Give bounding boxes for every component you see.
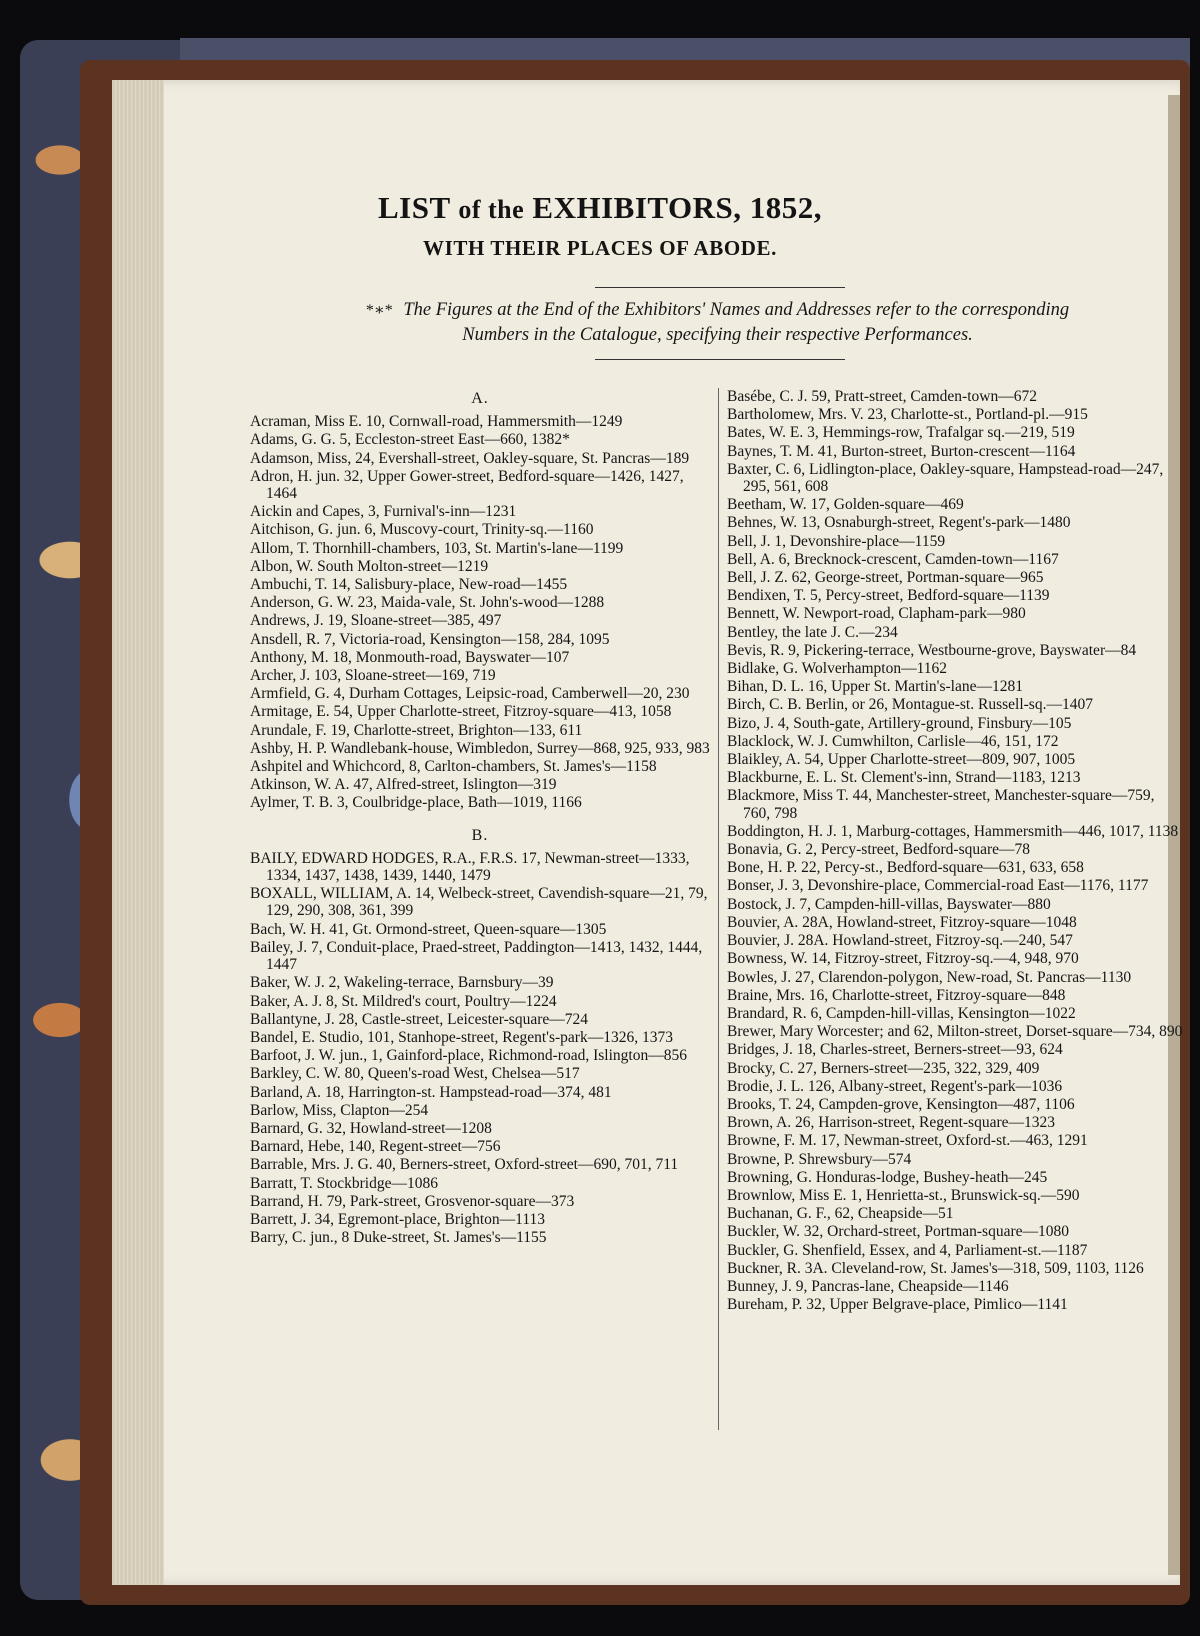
exhibitor-entry: Browning, G. Honduras-lodge, Bushey-heath—245 [727,1168,1048,1186]
note-line-1: The Figures at the End of the Exhibitors' Names and Addresses refer to the corresponding [403,300,1070,320]
section-heading-a: A. [471,390,489,407]
exhibitor-entry: Aickin and Capes, 3, Furnival's-inn—1231 [250,503,517,521]
column-divider [718,388,719,1430]
explanatory-note [250,298,1185,347]
top-rule [595,287,845,288]
exhibitor-entry: Browne, F. M. 17, Newman-street, Oxford-st.—463, 1291 [727,1132,1088,1150]
exhibitor-entry: Blacklock, W. J. Cumwhilton, Carlisle—46, 151, 172 [727,732,1059,750]
exhibitor-entry: Brodie, J. L. 126, Albany-street, Regent's-park—1036 [727,1077,1063,1095]
exhibitor-entry: Bowles, J. 27, Clarendon-polygon, New-road, St. Pancras—1130 [727,968,1132,986]
exhibitor-entry: Aitchison, G. jun. 6, Muscovy-court, Trinity-sq.—1160 [250,521,594,539]
exhibitor-entry: Armitage, E. 54, Upper Charlotte-street, Fitzroy-square—413, 1058 [250,703,672,721]
exhibitor-entry: Barratt, T. Stockbridge—1086 [250,1174,438,1192]
exhibitor-entry: BAILY, EDWARD HODGES, R.A., F.R.S. 17, Newman-street—1333, 1334, 1437, 1438, 1439, 1440, 1479 [250,849,690,885]
exhibitor-entry: Boddington, H. J. 1, Marburg-cottages, Hammersmith—446, 1017, 1138 [727,822,1179,840]
exhibitor-entry: Bennett, W. Newport-road, Clapham-park—980 [727,605,1026,623]
exhibitor-entry: Blackburne, E. L. St. Clement's-inn, Strand—1183, 1213 [727,769,1081,787]
exhibitor-entry: Anthony, M. 18, Monmouth-road, Bayswater—107 [250,648,570,666]
exhibitor-entry: Ansdell, R. 7, Victoria-road, Kensington—158, 284, 1095 [250,630,610,648]
exhibitor-entry: Andrews, J. 19, Sloane-street—385, 497 [250,612,502,630]
exhibitor-entry: Barrett, J. 34, Egremont-place, Brighton—1113 [250,1210,546,1228]
section-heading-b: B. [471,826,489,844]
exhibitor-entry: Baker, A. J. 8, St. Mildred's court, Poultry—1224 [250,992,557,1010]
exhibitor-entry: Barland, A. 18, Harrington-st. Hampstead-road—374, 481 [250,1083,612,1101]
exhibitor-entry: Bostock, J. 7, Campden-hill-villas, Bayswater—880 [727,895,1051,913]
page-title [200,190,1000,226]
exhibitor-entry: Barry, C. jun., 8 Duke-street, St. James's—1155 [250,1229,547,1247]
title-list: LIST [377,190,451,225]
exhibitor-entry: Adamson, Miss, 24, Evershall-street, Oakley-square, St. Pancras—189 [250,449,690,467]
exhibitor-entry: Baxter, C. 6, Lidlington-place, Oakley-square, Hampstead-road—247, 295, 561, 608 [727,460,1164,496]
exhibitor-entry: Armfield, G. 4, Durham Cottages, Leipsic-road, Camberwell—20, 230 [250,685,690,703]
right-column [727,388,1183,1314]
page-stack-edge [112,80,164,1585]
exhibitor-entry: Ashpitel and Whichcord, 8, Carlton-chambers, St. James's—1158 [250,758,657,776]
exhibitor-entry: Barnard, G. 32, Howland-street—1208 [250,1119,492,1137]
exhibitor-entry: Bidlake, G. Wolverhampton—1162 [727,660,948,678]
exhibitor-entry: Archer, J. 103, Sloane-street—169, 719 [250,667,496,685]
exhibitor-entry: Barfoot, J. W. jun., 1, Gainford-place, Richmond-road, Islington—856 [250,1047,687,1065]
title-of-the: of the [458,195,525,224]
exhibitor-entry: Buchanan, G. F., 62, Cheapside—51 [727,1205,954,1223]
exhibitor-entry: Basébe, C. J. 59, Pratt-street, Camden-town—672 [727,388,1037,405]
exhibitor-entry: Brownlow, Miss E. 1, Henrietta-st., Brunswick-sq.—590 [727,1186,1080,1204]
exhibitor-entry: Bowness, W. 14, Fitzroy-street, Fitzroy-sq.—4, 948, 970 [727,950,1079,968]
exhibitor-entry: Bevis, R. 9, Pickering-terrace, Westbourne-grove, Bayswater—84 [727,641,1137,659]
exhibitor-entry: Bone, H. P. 22, Percy-st., Bedford-square—631, 633, 658 [727,859,1084,877]
exhibitor-entry: Bonavia, G. 2, Percy-street, Bedford-square—78 [727,841,1031,859]
exhibitor-entry: Bouvier, A. 28A, Howland-street, Fitzroy-square—1048 [727,913,1077,931]
exhibitor-entry: Barrable, Mrs. J. G. 40, Berners-street, Oxford-street—690, 701, 711 [250,1156,679,1174]
exhibitor-entry: Brooks, T. 24, Campden-grove, Kensington—487, 1106 [727,1095,1075,1113]
exhibitor-entry: Bureham, P. 32, Upper Belgrave-place, Pimlico—1141 [727,1296,1068,1314]
left-column [250,388,710,1247]
exhibitor-entry: Bridges, J. 18, Charles-street, Berners-street—93, 624 [727,1041,1063,1059]
title-exhibitors: EXHIBITORS, 1852, [532,190,823,225]
exhibitor-entry: Bizo, J. 4, South-gate, Artillery-ground, Finsbury—105 [727,714,1072,732]
exhibitor-entry: Barrand, H. 79, Park-street, Grosvenor-square—373 [250,1192,575,1210]
exhibitor-entry: Bihan, D. L. 16, Upper St. Martin's-lane—1281 [727,678,1023,696]
exhibitor-entry: Bentley, the late J. C.—234 [727,623,898,641]
exhibitor-entry: BOXALL, WILLIAM, A. 14, Welbeck-street, Cavendish-square—21, 79, 129, 290, 308, 361, 399 [250,885,708,920]
exhibitor-entry: Buckler, G. Shenfield, Essex, and 4, Parliament-st.—1187 [727,1241,1088,1259]
exhibitor-entry: Behnes, W. 13, Osnaburgh-street, Regent's-park—1480 [727,514,1071,532]
exhibitor-entry: Bates, W. E. 3, Hemmings-row, Trafalgar sq.—219, 519 [727,424,1075,442]
exhibitor-entry: Albon, W. South Molton-street—1219 [250,557,489,575]
exhibitor-entry: Barlow, Miss, Clapton—254 [250,1101,429,1119]
exhibitor-entry: Bunney, J. 9, Pancras-lane, Cheapside—1146 [727,1277,1009,1295]
exhibitor-entry: Brewer, Mary Worcester; and 62, Milton-street, Dorset-square—734, 890 [727,1023,1183,1041]
exhibitor-entry: Blackmore, Miss T. 44, Manchester-street, Manchester-square—759, 760, 798 [727,787,1155,822]
exhibitor-entry: Arundale, F. 19, Charlotte-street, Brighton—133, 611 [250,721,583,739]
exhibitor-entry: Bendixen, T. 5, Percy-street, Bedford-square—1139 [727,587,1050,605]
exhibitor-entry: Blaikley, A. 54, Upper Charlotte-street—809, 907, 1005 [727,751,1076,769]
exhibitor-entry: Buckner, R. 3A. Cleveland-row, St. James's—318, 509, 1103, 1126 [727,1259,1144,1277]
exhibitor-entry: Ballantyne, J. 28, Castle-street, Leicester-square—724 [250,1010,588,1028]
exhibitor-entry: Bach, W. H. 41, Gt. Ormond-street, Queen-square—1305 [250,920,607,938]
exhibitor-entry: Birch, C. B. Berlin, or 26, Montague-st. Russell-sq.—1407 [727,696,1093,714]
asterism-icon: *∗* [365,302,393,319]
exhibitor-entry: Atkinson, W. A. 47, Alfred-street, Islington—319 [250,776,557,794]
note-line-2: Numbers in the Catalogue, specifying their respective Performances. [462,325,973,345]
exhibitor-entry: Baynes, T. M. 41, Burton-street, Burton-crescent—1164 [727,442,1076,460]
exhibitor-entry: Baker, W. J. 2, Wakeling-terrace, Barnsbury—39 [250,974,554,992]
exhibitor-entry: Browne, P. Shrewsbury—574 [727,1150,912,1168]
page-subtitle: WITH THEIR PLACES OF ABODE. [422,236,778,260]
exhibitor-entry: Adron, H. jun. 32, Upper Gower-street, Bedford-square—1426, 1427, 1464 [250,467,684,503]
exhibitor-entry: Braine, Mrs. 16, Charlotte-street, Fitzroy-square—848 [727,986,1066,1004]
exhibitor-entry: Bouvier, J. 28A. Howland-street, Fitzroy-sq.—240, 547 [727,932,1073,950]
exhibitor-entry: Bandel, E. Studio, 101, Stanhope-street, Regent's-park—1326, 1373 [250,1028,673,1046]
exhibitor-entry: Aylmer, T. B. 3, Coulbridge-place, Bath—1019, 1166 [250,794,582,812]
exhibitor-entry: Bartholomew, Mrs. V. 23, Charlotte-st., Portland-pl.—915 [727,406,1088,424]
exhibitor-entry: Buckler, W. 32, Orchard-street, Portman-square—1080 [727,1223,1070,1241]
exhibitor-entry: Brandard, R. 6, Campden-hill-villas, Kensington—1022 [727,1004,1076,1022]
bottom-rule [595,359,845,360]
entries-b-left [250,850,710,1246]
exhibitor-entry: Bell, J. Z. 62, George-street, Portman-square—965 [727,569,1044,587]
exhibitor-entry: Bailey, J. 7, Conduit-place, Praed-street, Paddington—1413, 1432, 1444, 1447 [250,938,703,974]
exhibitor-entry: Acraman, Miss E. 10, Cornwall-road, Hammersmith—1249 [250,413,623,431]
exhibitor-entry: Anderson, G. W. 23, Maida-vale, St. John's-wood—1288 [250,594,605,612]
exhibitor-entry: Bell, J. 1, Devonshire-place—1159 [727,532,946,550]
exhibitor-entry: Allom, T. Thornhill-chambers, 103, St. Martin's-lane—1199 [250,539,624,557]
exhibitor-entry: Barnard, Hebe, 140, Regent-street—756 [250,1138,501,1156]
exhibitor-entry: Brown, A. 26, Harrison-street, Regent-square—1323 [727,1114,1056,1132]
entries-a [250,413,710,811]
exhibitor-entry: Ambuchi, T. 14, Salisbury-place, New-road—1455 [250,576,568,594]
exhibitor-entry: Ashby, H. P. Wandlebank-house, Wimbledon, Surrey—868, 925, 933, 983 [250,739,710,757]
exhibitor-entry: Bell, A. 6, Brecknock-crescent, Camden-town—1167 [727,550,1059,568]
exhibitor-entry: Beetham, W. 17, Golden-square—469 [727,496,964,514]
entries-b-right [727,388,1183,1313]
exhibitor-entry: Bonser, J. 3, Devonshire-place, Commercial-road East—1176, 1177 [727,877,1149,895]
exhibitor-entry: Barkley, C. W. 80, Queen's-road West, Chelsea—517 [250,1065,580,1083]
exhibitor-entry: Brocky, C. 27, Berners-street—235, 322, 329, 409 [727,1059,1040,1077]
exhibitor-entry: Adams, G. G. 5, Eccleston-street East—660, 1382* [250,431,570,449]
